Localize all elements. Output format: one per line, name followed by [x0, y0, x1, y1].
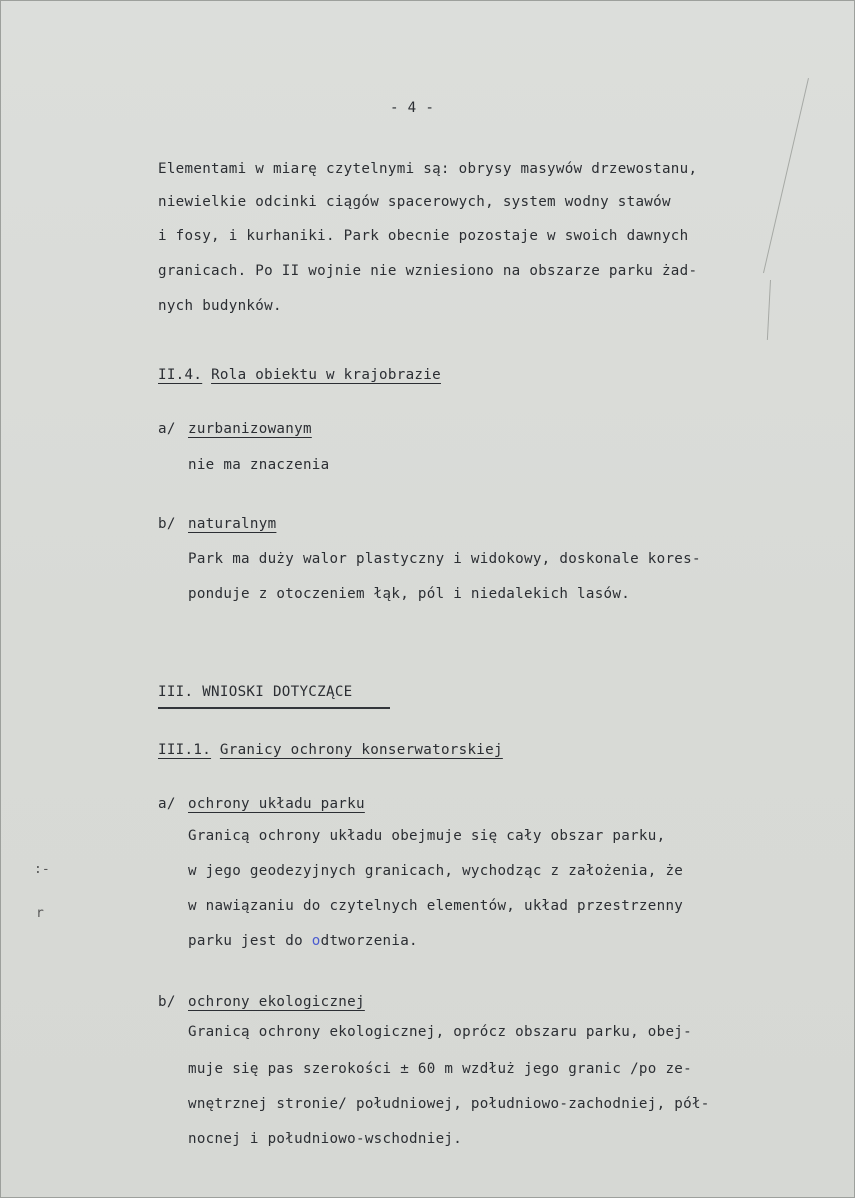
- section-iii1-b-line-4: nocnej i południowo-wschodniej.: [188, 1131, 463, 1147]
- section-iii1-b-line-3: wnętrznej stronie/ południowej, południowo-zachodniej, pół-: [188, 1096, 710, 1112]
- section-iii1-a-line-1: Granicą ochrony układu obejmuje się cały obszar parku,: [188, 828, 666, 844]
- section-ii4-heading: [158, 366, 441, 384]
- section-ii4-b-line-2: ponduje z otoczeniem łąk, pól i niedalekich lasów.: [188, 586, 631, 602]
- page-number: - 4 -: [390, 100, 435, 116]
- intro-line-5: nych budynków.: [158, 298, 282, 314]
- section-ii4-b-title: naturalnym: [188, 516, 277, 532]
- section-iii1-a-line-4-after: dtworzenia.: [320, 933, 418, 949]
- section-ii4-a-title: zurbanizowanym: [188, 421, 312, 437]
- section-iii1-a-line-2: w jego geodezyjnych granicach, wychodząc z założenia, że: [188, 863, 684, 879]
- section-iii1-a-line-4: [188, 932, 418, 950]
- section-ii4-b-line-1: Park ma duży walor plastyczny i widokowy, doskonale kores-: [188, 551, 701, 567]
- margin-mark: :-: [34, 862, 50, 877]
- section-iii1-a-marker: a/: [158, 796, 176, 812]
- section-iii-heading: III. WNIOSKI DOTYCZĄCE: [158, 684, 353, 700]
- section-iii-rule: [158, 707, 390, 709]
- section-iii1-a-title: ochrony układu parku: [188, 796, 365, 812]
- intro-line-1: Elementami w miarę czytelnymi są: obrysy masywów drzewostanu,: [158, 161, 698, 177]
- intro-line-3: i fosy, i kurhaniki. Park obecnie pozostaje w swoich dawnych: [158, 228, 689, 244]
- handwritten-correction: o: [311, 933, 321, 949]
- intro-line-4: granicach. Po II wojnie nie wzniesiono na obszarze parku żad-: [158, 263, 698, 279]
- intro-line-2: niewielkie odcinki ciągów spacerowych, system wodny stawów: [158, 194, 671, 210]
- section-iii1-b-title: ochrony ekologicznej: [188, 994, 365, 1010]
- section-ii4-a-line-1: nie ma znaczenia: [188, 457, 330, 473]
- margin-mark: r: [36, 906, 44, 921]
- section-iii1-number: III.1.: [158, 742, 212, 758]
- section-ii4-b-marker: b/: [158, 516, 176, 532]
- section-iii1-heading: [158, 741, 503, 759]
- section-iii1-b-marker: b/: [158, 994, 176, 1010]
- section-iii1-b-line-2: muje się pas szerokości ± 60 m wzdłuż jego granic /po ze-: [188, 1061, 692, 1077]
- section-ii4-a-marker: a/: [158, 421, 176, 437]
- section-iii1-a-line-4-before: parku jest do: [188, 933, 312, 949]
- section-ii4-title: Rola obiektu w krajobrazie: [211, 367, 441, 383]
- section-ii4-number: II.4.: [158, 367, 203, 383]
- section-iii1-a-line-3: w nawiązaniu do czytelnych elementów, układ przestrzenny: [188, 898, 684, 914]
- section-iii1-title: Granicy ochrony konserwatorskiej: [219, 742, 503, 758]
- section-iii1-b-line-1: Granicą ochrony ekologicznej, oprócz obszaru parku, obej-: [188, 1024, 692, 1040]
